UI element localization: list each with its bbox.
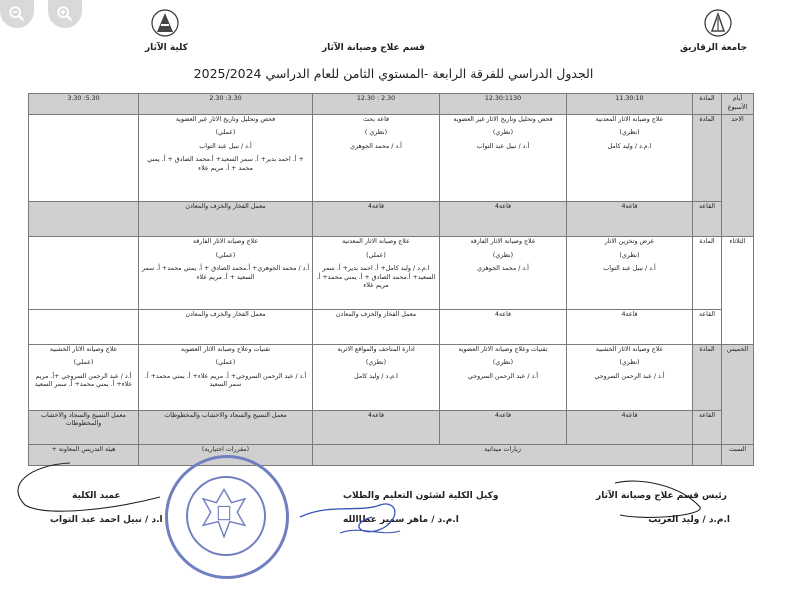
room-cell: معمل الفخار والخزف والمعادن [313, 310, 440, 344]
university-name: جامعة الزقازيق [680, 43, 748, 53]
dept-head-name: ا.م.د / وليد الغريب [648, 515, 730, 525]
schedule-cell: عرض وتخزين الاثار (نظري) أ.د / نبيل عبد التواب [567, 237, 693, 310]
schedule-cell: علاج وصيانة الاثار الفارقة (نظري) أ.د / محمد الجوهري [440, 237, 567, 310]
room-cell: قاعة4 [567, 410, 693, 444]
schedule-cell: علاج وصيانة الاثار المعدنية (عملي) ا.م.د / وليد كامل+ أ. احمد بدير+ أ. سمر السعيد+ أ.محمد الصادق + أ. يمني محمد+ أ. مريم علاء [313, 237, 440, 310]
day-label: الاحد [722, 114, 754, 236]
schedule-cell: تقنيات وعلاج وصيانة الاثار العضوية (نظري) أ.د / عبد الرحمن السروجي [440, 344, 567, 410]
room-cell: قاعة4 [440, 201, 567, 237]
room-cell: قاعة4 [440, 410, 567, 444]
zoom-in-button[interactable] [48, 0, 82, 28]
row-label-room: القاعة [693, 201, 722, 237]
room-cell: معمل النسيج والسجاد والاخشاب والمخطوطات [29, 410, 139, 444]
dean-name: ا.د / نبيل احمد عبد التواب [50, 515, 163, 525]
schedule-cell: علاج وصيانة الاثار الفارقة (عملي) أ.د / محمد الجوهري+ أ.محمد الصادق + أ. يمني محمد+ أ. سمر السعيد + أ. مريم علاء [139, 237, 313, 310]
schedule-cell: فحص وتحليل وتاريخ الاثار غير العضوية (نظري) أ.د / نبيل عبد التواب [440, 114, 567, 201]
schedule-cell: علاج وصيانة الاثار الخشبية (نظري) أ.د / عبد الرحمن السروجي [567, 344, 693, 410]
row-label-subject: المادة [693, 237, 722, 310]
day-label: السبت [722, 445, 754, 466]
page-title: الجدول الدراسي للفرقة الرابعة -المستوي الثامن للعام الدراسي 2025/2024 [193, 66, 594, 81]
room-cell: قاعة4 [313, 201, 440, 237]
schedule-cell: فحص وتحليل وتاريخ الاثار غير العضوية (عملي) أ.د / نبيل عبد التواب + أ. احمد بدير+ أ. سمر السعيد+ أ.محمد الصادق + أ. يمني محمد + أ. مريم علاء [139, 114, 313, 201]
schedule-cell-empty [29, 237, 139, 310]
corner-header: أيام الأسبوع [722, 94, 754, 115]
schedule-cell: علاج وصيانة الاثار المعدنية (نظري) ا.م.د / وليد كامل [567, 114, 693, 201]
zoom-out-icon [8, 5, 26, 23]
day-label: الثلاثاء [722, 237, 754, 345]
row-label-room: القاعة [693, 410, 722, 444]
vice-dean-title: وكيل الكلية لشئون التعليم والطلاب [343, 491, 499, 501]
department-name: قسم علاج وصيانة الآثار [322, 43, 425, 53]
row-label-subject: المادة [693, 114, 722, 201]
room-cell: معمل النسيج والسجاد والاخشاب والمخطوطات [139, 410, 313, 444]
zoom-in-icon [56, 5, 74, 23]
row-label-subject: المادة [693, 344, 722, 410]
schedule-table [28, 93, 754, 466]
faculty-logo-icon [150, 8, 180, 38]
university-logo-icon [703, 8, 733, 38]
day-label: الخميس [722, 344, 754, 444]
field-visits-cell: زيارات ميدانية [313, 445, 693, 466]
schedule-cell-empty [29, 114, 139, 201]
assistant-staff-cell: هيئة التدريس المعاونة + [29, 445, 139, 466]
room-cell: معمل الفخار والخزف والمعادن [139, 310, 313, 344]
schedule-cell: ادارة المتاحف والمواقع الاثرية (نظري) ا.م.د / وليد كامل [313, 344, 440, 410]
time-slot-header: 5.30: 3.30 [29, 94, 139, 115]
room-cell: قاعة4 [567, 201, 693, 237]
official-stamp [165, 455, 289, 579]
time-slot-header: 2.30 : 12.30 [313, 94, 440, 115]
room-cell: معمل الفخار والخزف والمعادن [139, 201, 313, 237]
row-label-room: القاعة [693, 310, 722, 344]
room-cell: قاعة4 [313, 410, 440, 444]
room-cell: قاعة4 [567, 310, 693, 344]
handwritten-signatures [0, 455, 787, 594]
room-cell [29, 310, 139, 344]
elective-courses-cell: (مقررات اختيارية) [139, 445, 313, 466]
zoom-out-button[interactable] [0, 0, 34, 28]
schedule-cell: علاج وصيانة الاثار الخشبية (عملي) أ.د / عبد الرحمن السروجي +أ. مريم علاء+ أ. يمني محمد+ أ. سمر السعيد [29, 344, 139, 410]
dept-head-title: رئيس قسم علاج وصيانة الآثار [596, 491, 727, 501]
faculty-name: كلية الآثار [145, 43, 188, 53]
schedule-cell: تقنيات وعلاج وصيانة الاثار العضوية (عملي) أ.د / عبد الرحمن السروجي+ أ. مريم علاء+ أ. يمني محمد+ أ. سمر السعيد [139, 344, 313, 410]
time-slot-header: 11.30:10 [567, 94, 693, 115]
schedule-cell: قاعة بحث (نظري ) أ.د / محمد الجوهري [313, 114, 440, 201]
room-cell: قاعة4 [440, 310, 567, 344]
dean-title: عميد الكلية [72, 491, 121, 501]
room-cell [29, 201, 139, 237]
vice-dean-name: ا.م.د / ماهر سمير عطاالله [343, 515, 459, 525]
time-slot-header: 12.30:1130 [440, 94, 567, 115]
subject-column-header: المادة [693, 94, 722, 115]
eagle-emblem-icon [188, 478, 260, 550]
time-slot-header: 3.30: 2.30 [139, 94, 313, 115]
